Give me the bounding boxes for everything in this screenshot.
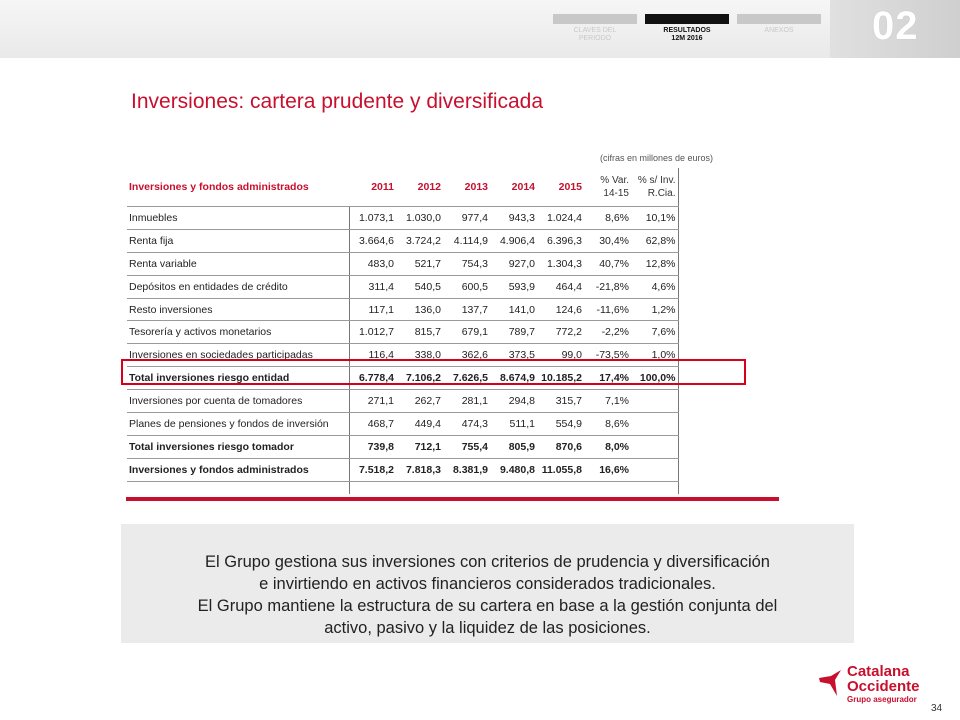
table-row [127,435,678,458]
logo-bird-icon [817,668,843,698]
value-cell: 464,4 [537,275,584,298]
row-label: Depósitos en entidades de crédito [127,275,349,298]
top-navigation-bar [0,0,960,62]
value-cell: 511,1 [490,413,537,436]
value-cell: 679,1 [443,321,490,344]
column-header: 2014 [490,168,537,207]
summary-box [121,524,854,643]
table-row [127,321,678,344]
column-header: % Var. 14-15 [584,168,631,207]
investments-table [127,168,679,494]
table-row [127,252,678,275]
value-cell: 4.906,4 [490,229,537,252]
value-cell: 311,4 [349,275,396,298]
row-label: Planes de pensiones y fondos de inversión [127,413,349,436]
value-cell: 712,1 [396,435,443,458]
value-cell: 8.381,9 [443,458,490,481]
value-cell: 815,7 [396,321,443,344]
spacer-cell [443,481,490,494]
value-cell: 474,3 [443,413,490,436]
value-cell: 6.778,4 [349,367,396,390]
column-header: 2015 [537,168,584,207]
column-header: 2013 [443,168,490,207]
variation-cell: -11,6% [584,298,631,321]
spacer-cell [396,481,443,494]
value-cell: 593,9 [490,275,537,298]
value-cell: 315,7 [537,390,584,413]
share-cell [631,390,678,413]
nav-tab-label: ANEXOS [764,27,794,34]
table-row [127,207,678,230]
spacer-cell [127,481,349,494]
divider-line [126,497,779,501]
variation-cell: 16,6% [584,458,631,481]
value-cell: 116,4 [349,344,396,367]
row-label: Resto inversiones [127,298,349,321]
value-cell: 754,3 [443,252,490,275]
variation-cell: 7,1% [584,390,631,413]
spacer-cell [584,481,631,494]
row-label: Renta variable [127,252,349,275]
variation-cell: 30,4% [584,229,631,252]
nav-tab-label: RESULTADOS 12M 2016 [663,27,711,42]
row-label: Renta fija [127,229,349,252]
total-row-highlight [121,359,746,385]
value-cell: 468,7 [349,413,396,436]
value-cell: 7.518,2 [349,458,396,481]
share-cell: 62,8% [631,229,678,252]
value-cell: 10.185,2 [537,367,584,390]
share-cell: 100,0% [631,367,678,390]
value-cell: 373,5 [490,344,537,367]
nav-tab-resultados[interactable] [645,14,729,58]
variation-cell: 40,7% [584,252,631,275]
share-cell [631,413,678,436]
row-label: Inversiones y fondos administrados [127,458,349,481]
table-row [127,229,678,252]
value-cell: 789,7 [490,321,537,344]
value-cell: 262,7 [396,390,443,413]
nav-tab-anexos[interactable] [737,14,821,58]
value-cell: 1.304,3 [537,252,584,275]
variation-cell: 8,6% [584,413,631,436]
value-cell: 1.073,1 [349,207,396,230]
page-number: 34 [931,703,943,714]
row-label: Inversiones en sociedades participadas [127,344,349,367]
value-cell: 755,4 [443,435,490,458]
column-header: 2011 [349,168,396,207]
value-cell: 7.626,5 [443,367,490,390]
nav-tab-bar [737,14,821,24]
units-note: (cifras en millones de euros) [600,153,714,163]
row-label: Tesorería y activos monetarios [127,321,349,344]
table-row [127,298,678,321]
spacer-cell [631,481,678,494]
variation-cell: 17,4% [584,367,631,390]
table-row [127,390,678,413]
company-logo [817,664,927,709]
table-row [127,275,678,298]
column-header: % s/ Inv. R.Cia. [631,168,678,207]
value-cell: 338,0 [396,344,443,367]
value-cell: 805,9 [490,435,537,458]
value-cell: 483,0 [349,252,396,275]
value-cell: 772,2 [537,321,584,344]
value-cell: 943,3 [490,207,537,230]
share-cell: 10,1% [631,207,678,230]
nav-tab-label: CLAVES DEL PERIODO [573,27,617,42]
share-cell [631,458,678,481]
value-cell: 1.030,0 [396,207,443,230]
column-header: 2012 [396,168,443,207]
row-label: Total inversiones riesgo tomador [127,435,349,458]
variation-cell: -2,2% [584,321,631,344]
value-cell: 739,8 [349,435,396,458]
spacer-cell [537,481,584,494]
page-title: Inversiones: cartera prudente y diversificada [131,90,544,113]
spacer-cell [490,481,537,494]
summary-text: El Grupo gestiona sus inversiones con criterios de prudencia y diversificación e invirtiendo en activos financieros considerados tradicionales. El Grupo mantiene la estructura de su cartera en base a la gestión conjunta del activo, pasivo y la liquidez de las posiciones. [197,553,778,637]
share-cell: 4,6% [631,275,678,298]
value-cell: 870,6 [537,435,584,458]
value-cell: 3.724,2 [396,229,443,252]
value-cell: 600,5 [443,275,490,298]
share-cell [631,435,678,458]
share-cell: 1,2% [631,298,678,321]
value-cell: 521,7 [396,252,443,275]
logo-wordmark: Catalana Occidente [847,663,920,695]
value-cell: 136,0 [396,298,443,321]
value-cell: 7.818,3 [396,458,443,481]
variation-cell: 8,6% [584,207,631,230]
value-cell: 9.480,8 [490,458,537,481]
spacer-cell [349,481,396,494]
value-cell: 271,1 [349,390,396,413]
share-cell: 12,8% [631,252,678,275]
nav-tab-bar [645,14,729,24]
row-label: Inmuebles [127,207,349,230]
value-cell: 540,5 [396,275,443,298]
value-cell: 281,1 [443,390,490,413]
value-cell: 137,7 [443,298,490,321]
value-cell: 11.055,8 [537,458,584,481]
variation-cell: 8,0% [584,435,631,458]
section-number: 02 [872,4,919,48]
value-cell: 4.114,9 [443,229,490,252]
value-cell: 554,9 [537,413,584,436]
column-header: Inversiones y fondos administrados [127,168,349,207]
table-row [127,458,678,481]
table-row [127,413,678,436]
table-spacer-row [127,481,678,494]
logo-tagline: Grupo asegurador [847,695,917,704]
variation-cell: -73,5% [584,344,631,367]
value-cell: 124,6 [537,298,584,321]
value-cell: 927,0 [490,252,537,275]
value-cell: 1.012,7 [349,321,396,344]
value-cell: 3.664,6 [349,229,396,252]
table-header-row [127,168,678,207]
value-cell: 99,0 [537,344,584,367]
value-cell: 449,4 [396,413,443,436]
section-number-box [830,0,960,58]
value-cell: 362,6 [443,344,490,367]
share-cell: 7,6% [631,321,678,344]
value-cell: 977,4 [443,207,490,230]
value-cell: 1.024,4 [537,207,584,230]
value-cell: 141,0 [490,298,537,321]
row-label: Total inversiones riesgo entidad [127,367,349,390]
value-cell: 8.674,9 [490,367,537,390]
share-cell: 1,0% [631,344,678,367]
value-cell: 7.106,2 [396,367,443,390]
nav-tab-bar [553,14,637,24]
nav-tab-claves-del-periodo[interactable] [553,14,637,58]
variation-cell: -21,8% [584,275,631,298]
value-cell: 6.396,3 [537,229,584,252]
row-label: Inversiones por cuenta de tomadores [127,390,349,413]
value-cell: 117,1 [349,298,396,321]
value-cell: 294,8 [490,390,537,413]
